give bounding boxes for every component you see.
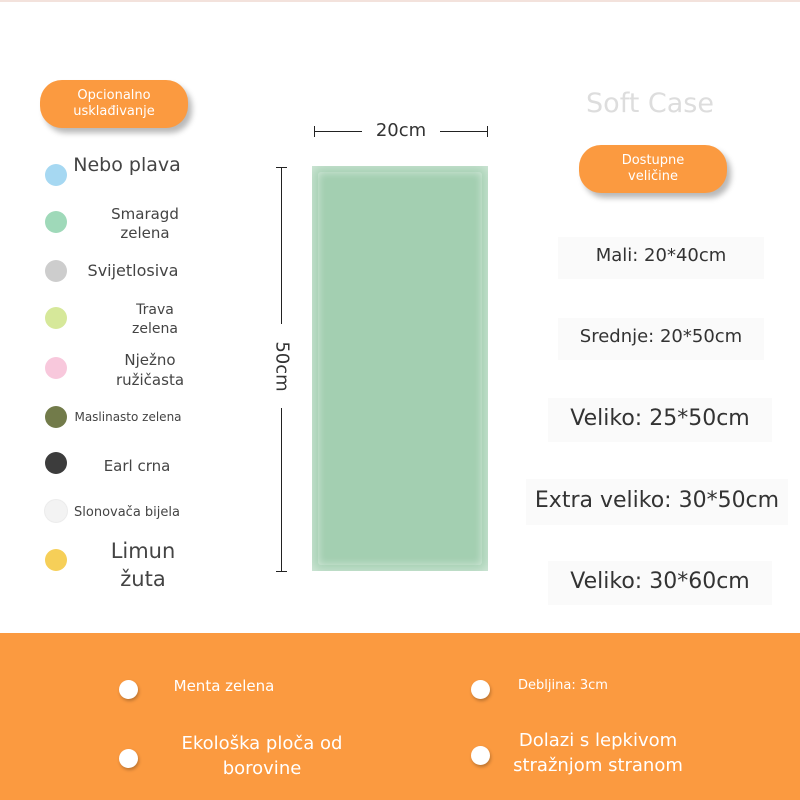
width-tick-left bbox=[314, 126, 315, 137]
swatch-olive-green bbox=[45, 406, 67, 428]
swatch-light-gray bbox=[45, 260, 67, 282]
size-item: Mali: 20*40cm bbox=[558, 237, 764, 279]
swatch-earl-black bbox=[45, 452, 67, 474]
panel-bevel bbox=[318, 172, 482, 565]
swatch-emerald-green bbox=[45, 211, 67, 233]
height-label: 50cm bbox=[271, 341, 293, 392]
top-divider bbox=[0, 0, 800, 2]
bullet-icon bbox=[471, 680, 490, 699]
feature-label: Dolazi s lepkivom stražnjom stranom bbox=[513, 730, 683, 776]
width-line-right bbox=[440, 131, 488, 132]
color-label: Nježno ružičasta bbox=[115, 351, 185, 389]
feature-label: Debljina: 3cm bbox=[518, 678, 608, 693]
color-label: Earl crna bbox=[103, 457, 171, 475]
swatch-ivory-white bbox=[45, 500, 67, 522]
swatch-lemon-yellow bbox=[45, 549, 67, 571]
bullet-icon bbox=[119, 680, 138, 699]
height-line-top bbox=[281, 167, 282, 324]
size-item: Veliko: 25*50cm bbox=[548, 398, 772, 442]
color-label: Nebo plava bbox=[73, 154, 181, 176]
size-item: Veliko: 30*60cm bbox=[548, 561, 772, 605]
feature-label: Menta zelena bbox=[173, 677, 275, 695]
height-line-bottom bbox=[281, 408, 282, 572]
swatch-soft-pink bbox=[45, 357, 67, 379]
width-tick-right bbox=[487, 126, 488, 137]
sizes-badge: Dostupne veličine bbox=[579, 145, 727, 193]
options-badge: Opcionalno usklađivanje bbox=[40, 80, 188, 128]
size-item: Extra veliko: 30*50cm bbox=[526, 479, 788, 525]
swatch-grass-green bbox=[45, 307, 67, 329]
color-label: Trava zelena bbox=[132, 302, 178, 337]
height-tick-top bbox=[276, 167, 287, 168]
color-label: Smaragd zelena bbox=[111, 205, 179, 242]
width-line-left bbox=[314, 131, 362, 132]
wall-panel bbox=[312, 166, 488, 571]
brand-watermark: Soft Case bbox=[586, 88, 714, 119]
bullet-icon bbox=[119, 749, 138, 768]
feature-label: Ekološka ploča od borovine bbox=[181, 733, 343, 779]
color-label: Svijetlosiva bbox=[87, 261, 179, 280]
features-footer bbox=[0, 633, 800, 800]
width-label: 20cm bbox=[375, 120, 427, 141]
color-label: Limun žuta bbox=[110, 539, 176, 591]
swatch-sky-blue bbox=[45, 164, 67, 186]
color-label: Maslinasto zelena bbox=[74, 410, 182, 424]
height-tick-bottom bbox=[276, 571, 287, 572]
size-item: Srednje: 20*50cm bbox=[558, 318, 764, 360]
color-label: Slonovača bijela bbox=[74, 505, 180, 520]
bullet-icon bbox=[471, 746, 490, 765]
